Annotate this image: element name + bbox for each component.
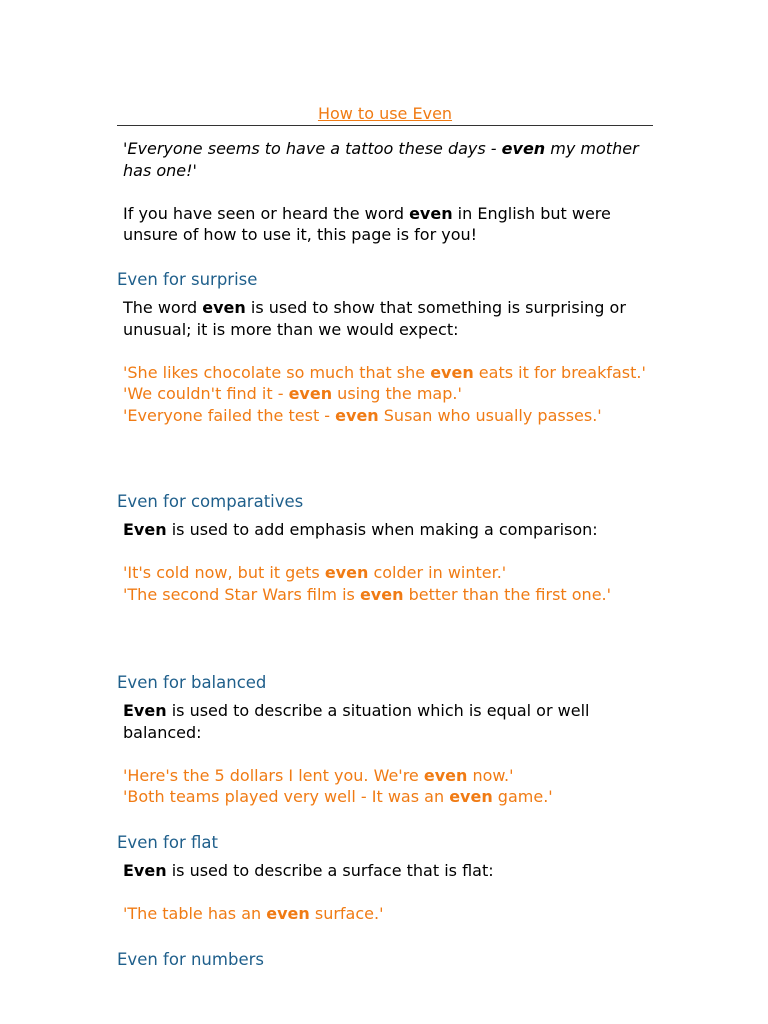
heading-flat: Even for flat [117, 833, 218, 852]
page-title: How to use Even [317, 104, 453, 123]
intro-text: If you have seen or heard the word even in English but were unsure of how to use it, this page is for you! [123, 203, 611, 244]
section-balanced [123, 700, 653, 808]
example: 'Both teams played very well - It was an even game.' [123, 787, 553, 806]
heading-comparatives: Even for comparatives [117, 492, 304, 511]
heading-surprise: Even for surprise [117, 270, 258, 289]
section-flat [123, 860, 653, 925]
heading-balanced: Even for balanced [117, 673, 267, 692]
desc-comparatives: Even is used to add emphasis when making a comparison: [123, 520, 598, 539]
example: 'She likes chocolate so much that she even eats it for breakfast.' [123, 362, 646, 382]
desc-flat: Even is used to describe a surface that is flat: [123, 861, 494, 880]
example: 'We couldn't find it - even using the map.' [123, 384, 462, 403]
title-divider [117, 125, 653, 126]
example: 'Everyone failed the test - even Susan who usually passes.' [123, 405, 602, 425]
desc-balanced: Even is used to describe a situation which is equal or well balanced: [123, 701, 590, 742]
heading-numbers: Even for numbers [117, 950, 264, 969]
example: 'Here's the 5 dollars I lent you. We're even now.' [123, 765, 514, 785]
example: 'The table has an even surface.' [123, 904, 384, 923]
section-surprise [123, 297, 653, 426]
intro-block [123, 138, 653, 246]
quote-text: 'Everyone seems to have a tattoo these days - even my mother has one!' [123, 139, 639, 180]
example: 'The second Star Wars film is even better than the first one.' [123, 584, 612, 604]
section-comparatives [123, 519, 653, 605]
desc-surprise: The word even is used to show that something is surprising or unusual; it is more than we would expect: [123, 298, 626, 339]
example: 'It's cold now, but it gets even colder in winter.' [123, 563, 507, 582]
